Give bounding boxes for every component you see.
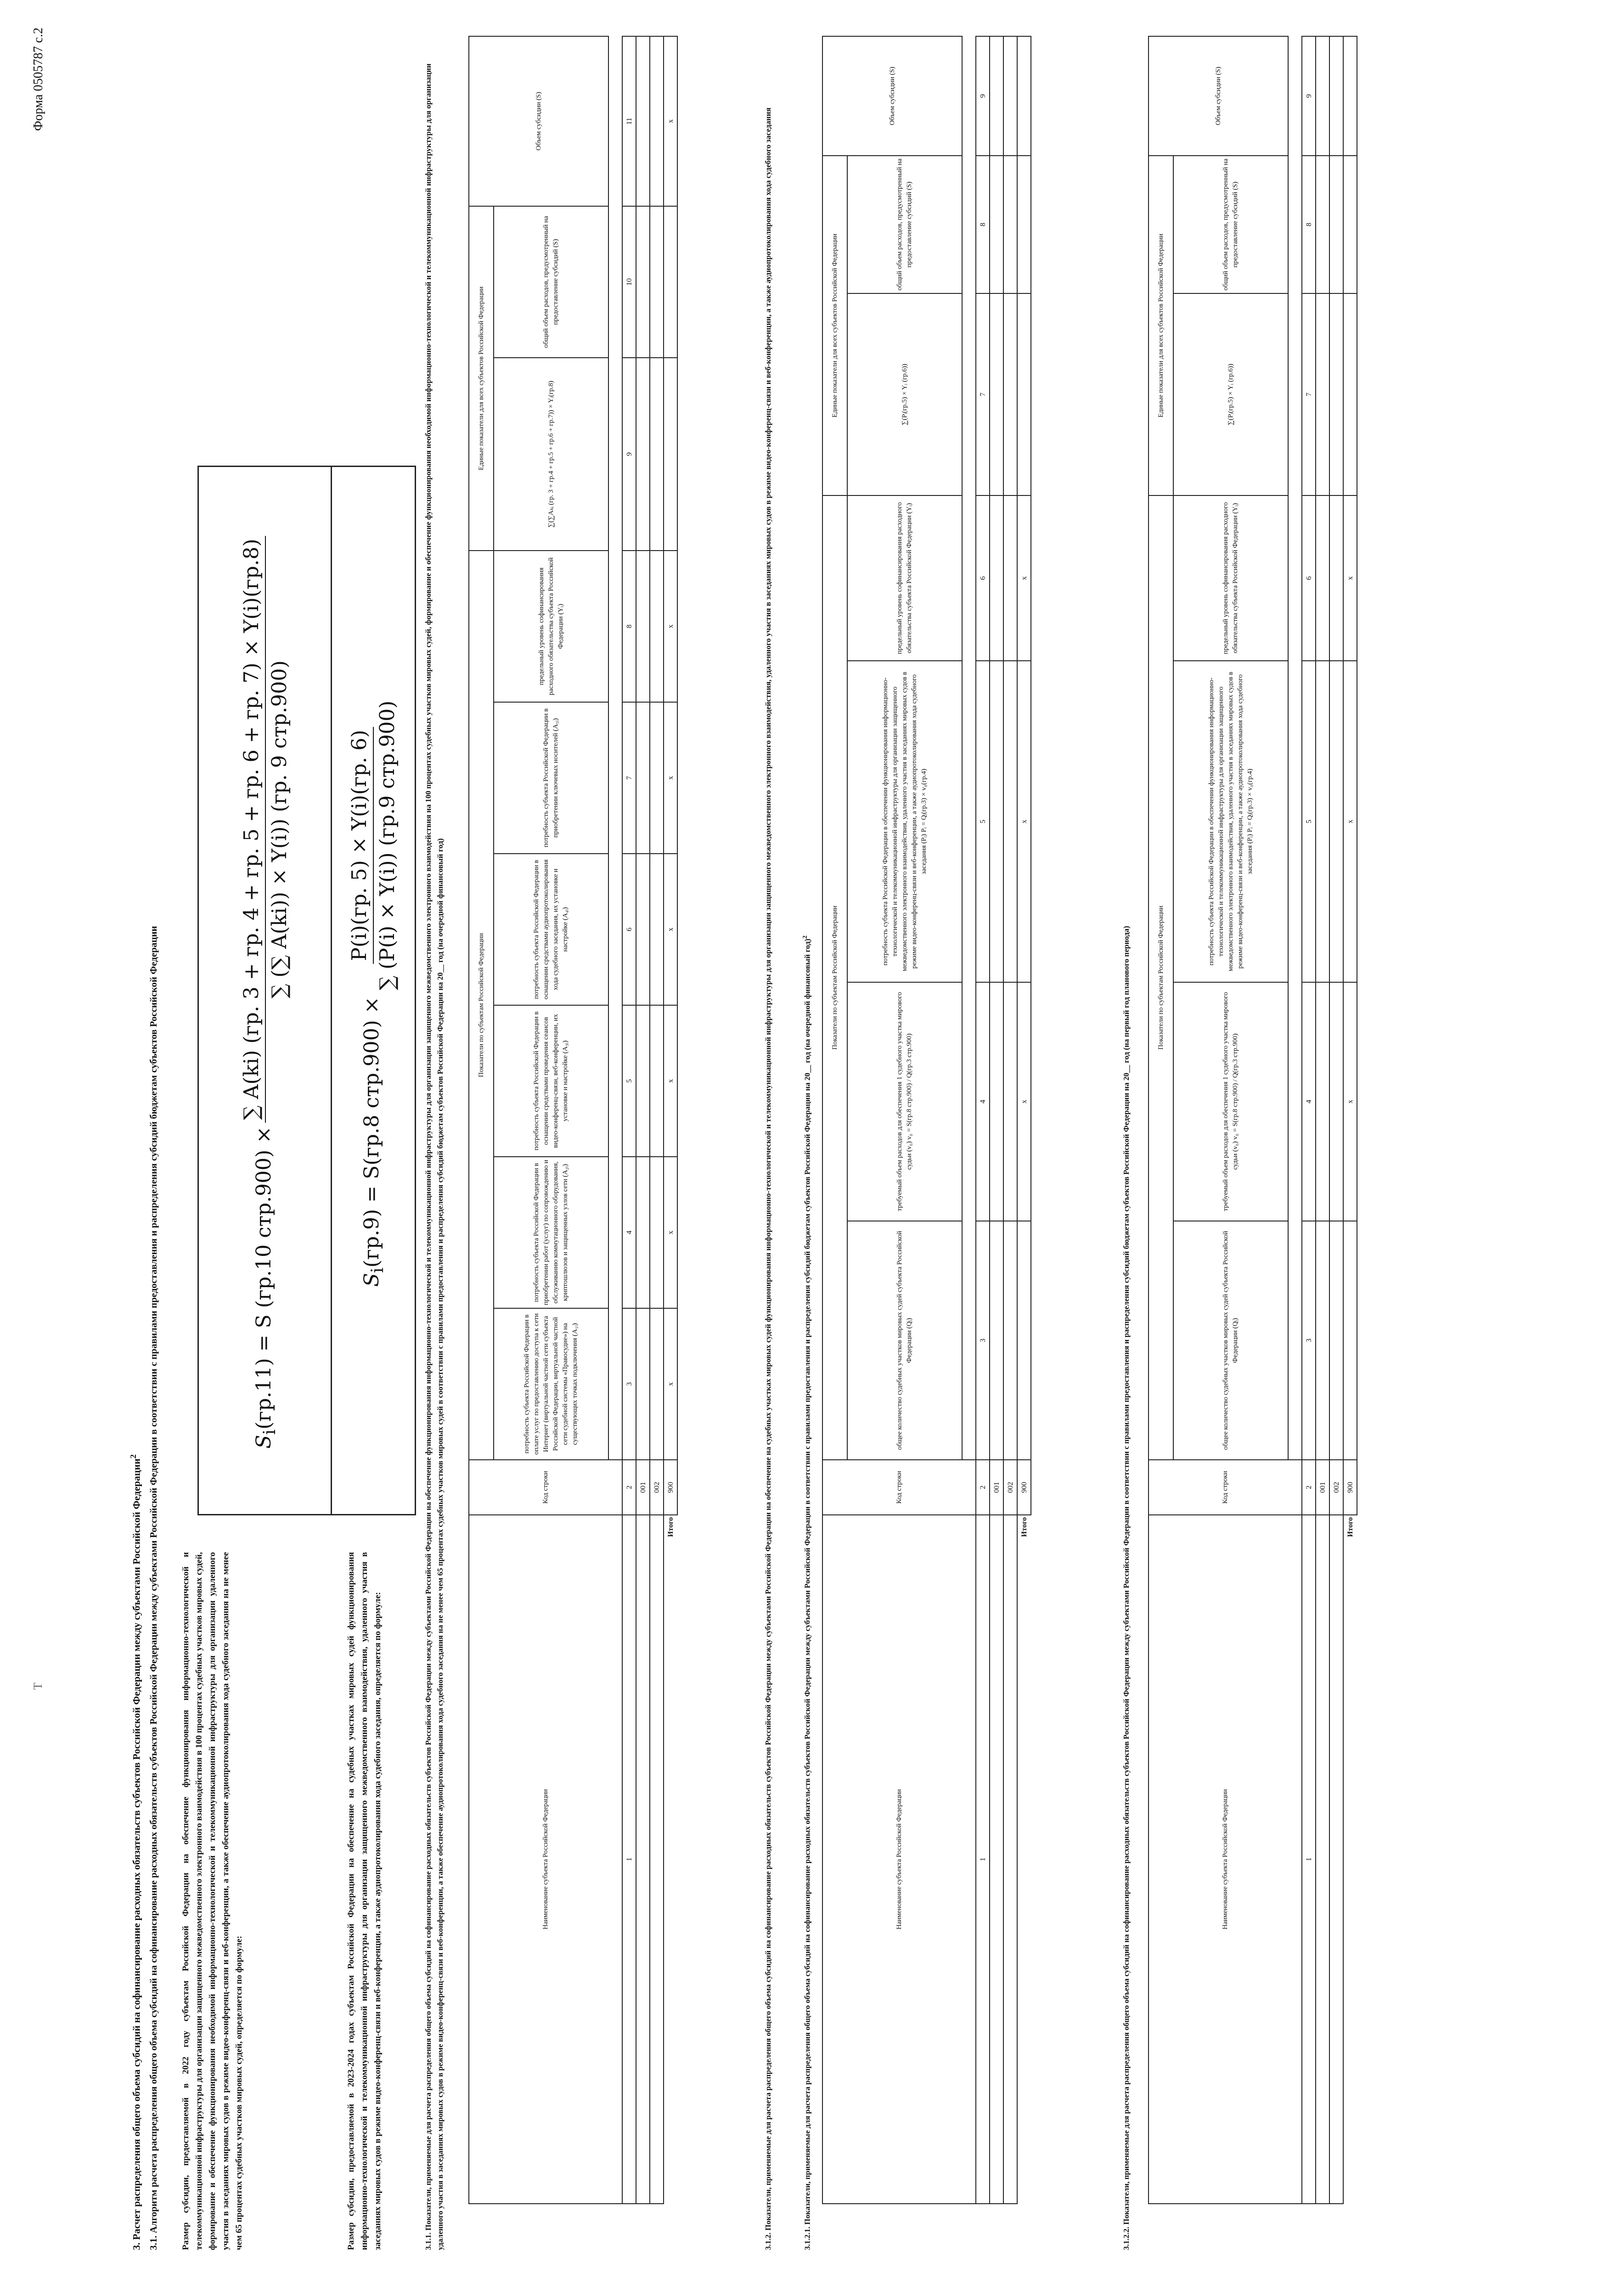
t1-total-mark: x bbox=[664, 1157, 677, 1308]
t2-header-v0: требуемый объем расходов для обеспечения 1 судебного участка мирового судьи (v₀) v₀ = S(гр.8 стр.900) / Q(гр.3 стр.900) bbox=[847, 982, 962, 1221]
t1-header-a3: потребность субъекта Российской Федерации в оснащении средствами проведения сеансов видео-конференц-связи, веб-конференции, их установке и настройке (A₃ᵢ) bbox=[494, 1005, 608, 1157]
t1-header-sum: ∑(∑Aₖᵢ (гр. 3 + гр.4 + гр.5 + гр.6 + гр.7)) × Yᵢ(гр.8) bbox=[494, 358, 608, 551]
t1-header-volume: Объем субсидии (S) bbox=[469, 36, 608, 206]
t2-colnum-8: 8 bbox=[976, 156, 990, 293]
t2-header-group-subject: Показатели по субъектам Российской Федерации bbox=[822, 495, 847, 1460]
t3-total-mark bbox=[1343, 293, 1357, 495]
t1-colnum-5: 5 bbox=[622, 1005, 636, 1157]
t2-colnum-1: 1 bbox=[976, 1515, 990, 2204]
formula-2-denominator: ∑ (P(i) × Y(i)) (гр.9 стр.900) bbox=[376, 700, 399, 990]
t3-header-group-unified: Единые показатели для всех субъектов Российской Федерации bbox=[1149, 156, 1173, 495]
formula-1-fraction bbox=[240, 536, 291, 1123]
table-row bbox=[650, 36, 664, 2204]
corner-mark: Т bbox=[31, 1683, 45, 1690]
t1-total-mark: x bbox=[664, 854, 677, 1005]
t1-colnum-3: 3 bbox=[622, 1308, 636, 1460]
t3-colnum-7: 7 bbox=[1302, 293, 1316, 495]
t3-header-v0: требуемый объем расходов для обеспечения 1 судебного участка мирового судьи (v₀) v₀ = S(гр.8 стр.900) / Q(гр.3 стр.900) bbox=[1173, 982, 1288, 1221]
t1-colnum-8: 8 bbox=[622, 551, 636, 702]
t3-colnum-8: 8 bbox=[1302, 156, 1316, 293]
table-row bbox=[1003, 36, 1017, 2204]
t2-code-001: 001 bbox=[990, 1460, 1003, 1515]
t1-colnum-11: 11 bbox=[622, 36, 636, 206]
t1-code-001: 001 bbox=[636, 1460, 650, 1515]
t2-header-sum: ∑(Pᵢ(гр.5) × Yᵢ (гр.6)) bbox=[847, 293, 962, 495]
t2-header-code: Код строки bbox=[822, 1460, 976, 1515]
t2-colnum-4: 4 bbox=[976, 982, 990, 1221]
t3-total-code: 900 bbox=[1343, 1460, 1357, 1515]
section-3-1-title: 3.1. Алгоритм расчета распределения общего объема субсидий на софинансирование расходных обязательств субъектов Российской Федерации между субъектами Российской Федерации в соответствии с правилами предоставления и распределения субсидий бюджетам субъектов Российской Федерации bbox=[148, 926, 159, 2250]
t3-total-mark bbox=[1343, 1221, 1357, 1460]
t3-code-001: 001 bbox=[1316, 1460, 1329, 1515]
t3-total-mark: x bbox=[1343, 982, 1357, 1221]
t3-total-label: Итого bbox=[1343, 1515, 1357, 2204]
t2-total-code: 900 bbox=[1017, 1460, 1031, 1515]
t3-colnum-5: 5 bbox=[1302, 661, 1316, 982]
t3-total-mark: x bbox=[1343, 495, 1357, 661]
t3-total-row bbox=[1343, 36, 1357, 2204]
t3-header-s-total: общий объем расходов, предусмотренный на предоставление субсидий (S) bbox=[1173, 156, 1288, 293]
t1-header-a2: потребность субъекта Российской Федерации в приобретении работ (услуг) по сопровождению и обслуживанию коммутационного оборудования, криптошлюзов и защищенных узлов сети (A₂ᵢ) bbox=[494, 1157, 608, 1308]
t1-header-group-subject: Показатели по субъектам Российской Федерации bbox=[469, 551, 494, 1460]
t2-total-label: Итого bbox=[1017, 1515, 1031, 2204]
paragraph-2023-2024-formula-intro: Размер субсидии, предоставляемой в 2023-2024 годах субъектам Российской Федерации на обеспечение на судебных участках мировых судей функционирования информационно-технологической и телекоммуникационной инфраструктуры для организации защищенного межведомственного взаимодействия, удаленного участия в заседаниях мировых судов в режиме видео-конференц-связи и веб-конференции, а также аудиопротоколирования хода судебного заседания, определяется по формуле: bbox=[346, 1552, 383, 2250]
t1-header-a1: потребность субъекта Российской Федерации в оплате услуг по предоставлению доступа к сети Интернет (виртуальной частной сети субъекта Российской Федерации, виртуальной частной сети судебной системы «Правосудие») на существующих точках подключения (A₁ᵢ) bbox=[494, 1308, 608, 1460]
t1-header-s-total: общий объем расходов, предусмотренный на предоставление субсидий (S) bbox=[494, 206, 608, 358]
t2-total-mark bbox=[1017, 1221, 1031, 1460]
t3-colnum-3: 3 bbox=[1302, 1221, 1316, 1460]
t1-colnum-7: 7 bbox=[622, 702, 636, 854]
section-3-1-2-2-text: 3.1.2.2. Показатели, применяемые для расчета распределения общего объема субсидий на софинансирование расходных обязательств субъектов Российской Федерации между субъектами Российской Федерации в соответствии с правилами предоставления и распределения субсидий бюджетам субъектов Российской Федерации на 20__ год (на первый год планового периода) bbox=[1122, 926, 1131, 2250]
t3-header-group-subject: Показатели по субъектам Российской Федерации bbox=[1149, 495, 1173, 1460]
table-3-1-2-2 bbox=[1148, 36, 1357, 2204]
t1-header-group-unified: Единые показатели для всех субъектов Российской Федерации bbox=[469, 206, 494, 551]
t1-header-a5: потребность субъекта Российской Федерации в приобретении ключевых носителей (A₅ᵢ) bbox=[494, 702, 608, 854]
t2-header-y: предельный уровень софинансирования расходного обязательства субъекта Российской Федерации (Yᵢ) bbox=[847, 495, 962, 661]
t3-header-sum: ∑(Pᵢ(гр.5) × Yᵢ (гр.6)) bbox=[1173, 293, 1288, 495]
t1-colnum-9: 9 bbox=[622, 358, 636, 551]
t2-header-q: общее количество судебных участков мировых судей субъекта Российской Федерации (Qᵢ) bbox=[847, 1221, 962, 1460]
paragraph-2022-formula-intro: Размер субсидии, предоставляемой в 2022 году субъектам Российской Федерации на обеспечение функционирования информационно-технологической и телекоммуникационной инфраструктуры для организации защищенного межведомственного электронного взаимодействия в 100 процентах судебных участков мировых судей, формирование и обеспечение функционирования необходимой информационно-технологической и телекоммуникационной инфраструктуры для организации удаленного участия в заседаниях мировых судов в режиме видео-конференц-связи и веб-конференции, а также обеспечение аудиопротоколирования хода судебного заседания на не менее чем 65 процентах судебных участков мировых судей, определяется по формуле: bbox=[181, 1552, 244, 2250]
t1-total-mark bbox=[664, 206, 677, 358]
t2-colnum-6: 6 bbox=[976, 495, 990, 661]
formula-2-numerator: P(i)(гр. 5) × Y(i)(гр. 6) bbox=[348, 727, 374, 963]
table-row bbox=[1316, 36, 1329, 2204]
t2-header-region: Наименование субъекта Российской Федерации bbox=[822, 1515, 976, 2204]
t2-total-mark: x bbox=[1017, 982, 1031, 1221]
t2-total-mark bbox=[1017, 36, 1031, 156]
formula-box-1 bbox=[197, 466, 333, 1515]
t2-total-row bbox=[1017, 36, 1031, 2204]
t1-total-mark bbox=[664, 358, 677, 551]
t1-total-mark: x bbox=[664, 702, 677, 854]
t1-colnum-10: 10 bbox=[622, 206, 636, 358]
t3-colnum-2: 2 bbox=[1302, 1460, 1316, 1515]
table-row bbox=[636, 36, 650, 2204]
t3-total-mark: x bbox=[1343, 661, 1357, 982]
t3-header-region: Наименование субъекта Российской Федерации bbox=[1149, 1515, 1302, 2204]
t2-header-group-unified: Единые показатели для всех субъектов Российской Федерации bbox=[822, 156, 847, 495]
t1-header-a4: потребность субъекта Российской Федерации в оснащении средствами аудиопротоколирования хода судебного заседания, их установке и настройке (A₄ᵢ) bbox=[494, 854, 608, 1005]
t1-header-region: Наименование субъекта Российской Федерации bbox=[469, 1515, 622, 2204]
table-row bbox=[990, 36, 1003, 2204]
t1-total-row bbox=[664, 36, 677, 2204]
t3-header-q: общее количество судебных участков мировых судей субъекта Российской Федерации (Qᵢ) bbox=[1173, 1221, 1288, 1460]
t2-total-mark: x bbox=[1017, 495, 1031, 661]
t1-colnum-4: 4 bbox=[622, 1157, 636, 1308]
t2-colnum-7: 7 bbox=[976, 293, 990, 495]
t2-colnum-3: 3 bbox=[976, 1221, 990, 1460]
t3-total-mark bbox=[1343, 36, 1357, 156]
page-frame bbox=[28, 18, 1589, 2291]
t3-total-mark bbox=[1343, 156, 1357, 293]
t3-colnum-1: 1 bbox=[1302, 1515, 1316, 2204]
t3-header-volume: Объем субсидии (S) bbox=[1149, 36, 1288, 156]
t2-header-volume: Объем субсидии (S) bbox=[822, 36, 962, 156]
table-3-1-2-1 bbox=[822, 36, 1031, 2204]
t2-total-mark bbox=[1017, 156, 1031, 293]
t3-header-p: потребность субъекта Российской Федерации в обеспечении функционирования информационно-технологической и телекоммуникационной инфраструктуры для организации защищенного межведомственного электронного взаимодействия, удаленного участия в заседаниях мировых судов в режиме видео-конференц-связи и веб-конференции, а также аудиопротоколирования хода судебного заседания (Pᵢ) Pᵢ = Qᵢ(гр.3) × v₀(гр.4) bbox=[1173, 661, 1288, 982]
section-3-title: 3. Расчет распределения общего объема субсидий на софинансирование расходных обязательств субъектов Российской Федерации между субъектами Российской Федерации$^2$ bbox=[129, 1454, 142, 2250]
t3-code-002: 002 bbox=[1329, 1460, 1343, 1515]
t1-colnum-2: 2 bbox=[622, 1460, 636, 1515]
formula-1-denominator: ∑ (∑ A(ki)) × Y(i)) (гр. 9 стр.900) bbox=[268, 660, 291, 999]
t2-total-mark: x bbox=[1017, 661, 1031, 982]
t3-colnum-4: 4 bbox=[1302, 982, 1316, 1221]
t2-colnum-9: 9 bbox=[976, 36, 990, 156]
formula-2-lhs: $S_i(гр.9) = S(гр.8$ стр.900) × bbox=[360, 996, 387, 1287]
t1-total-label: Итого bbox=[664, 1515, 677, 2204]
section-3-1-2-1-text: 3.1.2.1. Показатели, применяемые для расчета распределения общего объема субсидий на софинансирование расходных обязательств субъектов Российской Федерации между субъектами Российской Федерации в соответствии с правилами предоставления и распределения субсидий бюджетам субъектов Российской Федерации на 20__ год (на очередной финансовый год)$^2$ bbox=[801, 935, 812, 2250]
t1-colnum-6: 6 bbox=[622, 854, 636, 1005]
formula-1-lhs: $S_i(гр.11) = S$ (гр.10 стр.900) × bbox=[252, 1126, 279, 1449]
form-number: Форма 0505787 с.2 bbox=[31, 28, 45, 131]
formula-box-2 bbox=[331, 466, 416, 1515]
t1-header-y: предельный уровень софинансирования расходного обязательства субъекта Российской Федерации (Yᵢ) bbox=[494, 551, 608, 702]
t1-code-002: 002 bbox=[650, 1460, 664, 1515]
table-3-1-1 bbox=[468, 36, 678, 2204]
t2-colnum-2: 2 bbox=[976, 1460, 990, 1515]
t2-colnum-5: 5 bbox=[976, 661, 990, 982]
t2-header-p: потребность субъекта Российской Федерации в обеспечении функционирования информационно-технологической и телекоммуникационной инфраструктуры для организации защищенного межведомственного электронного взаимодействия, удаленного участия в заседаниях мировых судов в режиме видео-конференц-связи и веб-конференции, а также аудиопротоколирования хода судебного заседания (Pᵢ) Pᵢ = Qᵢ(гр.3) × v₀(гр.4) bbox=[847, 661, 962, 982]
formula-2-fraction bbox=[348, 698, 399, 993]
t2-total-mark bbox=[1017, 293, 1031, 495]
t2-header-s-total: общий объем расходов, предусмотренный на предоставление субсидий (S) bbox=[847, 156, 962, 293]
t3-colnum-6: 6 bbox=[1302, 495, 1316, 661]
t1-total-code: 900 bbox=[664, 1460, 677, 1515]
t2-code-002: 002 bbox=[1003, 1460, 1017, 1515]
t1-total-mark: x bbox=[664, 1308, 677, 1460]
t1-colnum-1: 1 bbox=[622, 1515, 636, 2204]
t1-total-mark: x bbox=[664, 1005, 677, 1157]
rotated-landscape-sheet bbox=[28, 18, 1552, 2268]
section-3-1-2-text: 3.1.2. Показатели, применяемые для расчета распределения общего объема субсидий на софинансирование расходных обязательств субъектов Российской Федерации между субъектами Российской Федерации на обеспечение на судебных участках мировых судей функционирования информационно-технологической и телекоммуникационной инфраструктуры для организации защищенного межведомственного электронного взаимодействия, удаленного участия в заседаниях мировых судов в режиме видео-конференц-связи и веб-конференции, а также аудиопротоколирования хода судебного заседания bbox=[764, 107, 772, 2250]
formula-1-numerator: ∑ A(ki) (гр. 3 + гр. 4 + гр. 5 + гр. 6 + гр. 7) × Y(i)(гр.8) bbox=[240, 536, 266, 1123]
t1-total-mark: x bbox=[664, 551, 677, 702]
t3-colnum-9: 9 bbox=[1302, 36, 1316, 156]
t1-header-code: Код строки bbox=[469, 1460, 622, 1515]
section-3-1-1-text: 3.1.1. Показатели, применяемые для расчета распределения общего объема субсидий на софинансирование расходных обязательств субъектов Российской Федерации между субъектами Российской Федерации на обеспечение функционирования информационно-технологической и телекоммуникационной инфраструктуры для организации защищенного межведомственного электронного взаимодействия на 100 процентах судебных участков мировых судей, формирование и обеспечение функционирования необходимой информационно-технологической и телекоммуникационной инфраструктуры для организации удаленного участия в заседаниях мировых судов в режиме видео-конференц-связи и веб-конференции, а также обеспечение аудиопротоколирования хода судебного заседания на не менее чем 65 процентах судебных участков мировых судей в соответствии с правилами предоставления и распределения субсидий бюджетам субъектов Российской Федерации на 20__ год (на очередной финансовый год) bbox=[424, 63, 445, 2250]
t3-header-code: Код строки bbox=[1149, 1460, 1302, 1515]
t1-total-mark: x bbox=[664, 36, 677, 206]
table-row bbox=[1329, 36, 1343, 2204]
t3-header-y: предельный уровень софинансирования расходного обязательства субъекта Российской Федерации (Yᵢ) bbox=[1173, 495, 1288, 661]
